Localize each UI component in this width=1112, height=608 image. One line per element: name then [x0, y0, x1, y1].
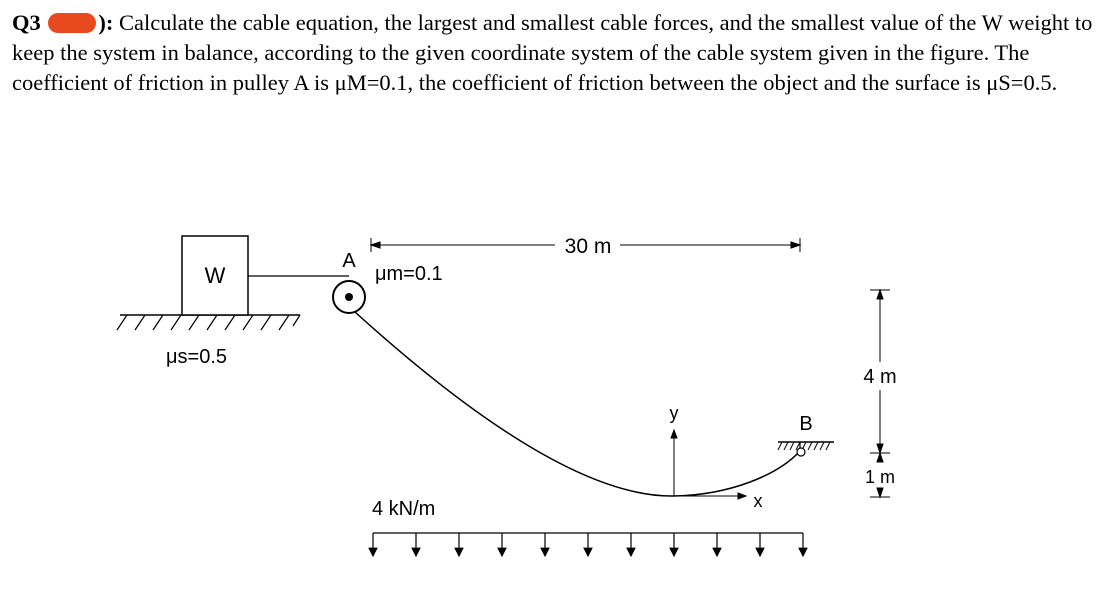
pulley-axle: [345, 293, 353, 301]
question-number-close: ):: [98, 10, 114, 35]
support-b: [778, 442, 834, 456]
support-label: B: [799, 413, 813, 435]
x-axis-label: x: [753, 491, 763, 511]
pulley-friction: μm=0.1: [375, 263, 443, 285]
question-number: Q3: [12, 10, 41, 35]
sag-label: 1 m: [864, 467, 896, 487]
distributed-load: [373, 533, 803, 556]
ground-surface: [117, 315, 300, 330]
height-label: 4 m: [863, 366, 897, 388]
coordinate-axes: [671, 430, 746, 499]
cable-curve: [355, 312, 800, 496]
surface-friction: μs=0.5: [166, 346, 228, 368]
block-label: W: [204, 263, 226, 288]
height-dimension: [870, 290, 890, 497]
pulley-label: A: [342, 250, 356, 272]
load-label: 4 kN/m: [372, 498, 436, 520]
span-label: 30 m: [564, 235, 612, 258]
question-body: Calculate the cable equation, the largest and smallest cable forces, and the smallest value of the W weight to keep the system in balance, according to the given coordinate system of the cable system given in the figure. The coefficient of friction in pulley A is μM=0.1, the coefficient of friction between the object and the surface is μS=0.5.: [12, 10, 1093, 95]
y-axis-label: y: [669, 403, 679, 423]
